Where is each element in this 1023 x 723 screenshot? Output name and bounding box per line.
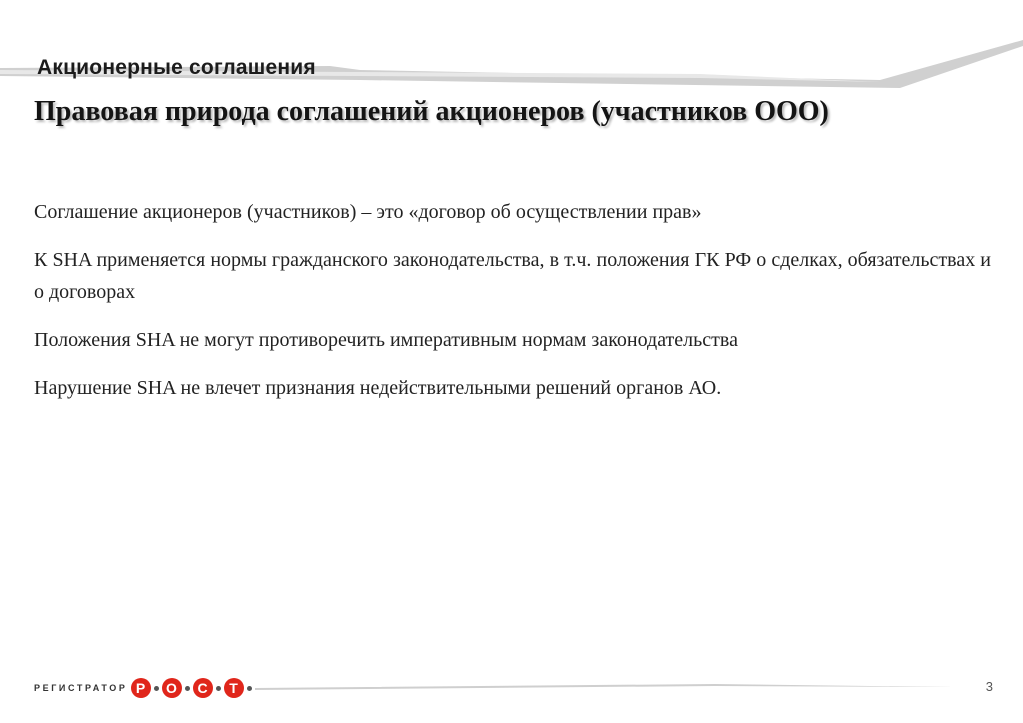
logo-letter: О	[162, 678, 182, 698]
logo-letter: Т	[224, 678, 244, 698]
page-number: 3	[985, 679, 993, 694]
logo-dot-icon	[247, 686, 252, 691]
logo-dot-icon	[216, 686, 221, 691]
body-text	[34, 196, 991, 420]
slide-title: Правовая природа соглашений акционеров (участников ООО)	[34, 96, 829, 127]
paragraph: К SHA применяется нормы гражданского законодательства, в т.ч. положения ГК РФ о сделках, обязательствах и о договорах	[34, 249, 991, 303]
footer-swoosh-decoration	[255, 677, 955, 697]
section-title: Акционерные соглашения	[37, 56, 316, 79]
logo-dot-icon	[185, 686, 190, 691]
logo-letter: Р	[131, 678, 151, 698]
paragraph: Соглашение акционеров (участников) – это «договор об осуществлении прав»	[34, 201, 702, 223]
logo-prefix: РЕГИСТРАТОР	[34, 683, 128, 693]
paragraph: Положения SHA не могут противоречить императивным нормам законодательства	[34, 329, 738, 351]
registrar-rost-logo	[34, 678, 255, 698]
paragraph: Нарушение SHA не влечет признания недействительными решений органов АО.	[34, 377, 722, 399]
logo-dot-icon	[154, 686, 159, 691]
logo-letter: С	[193, 678, 213, 698]
